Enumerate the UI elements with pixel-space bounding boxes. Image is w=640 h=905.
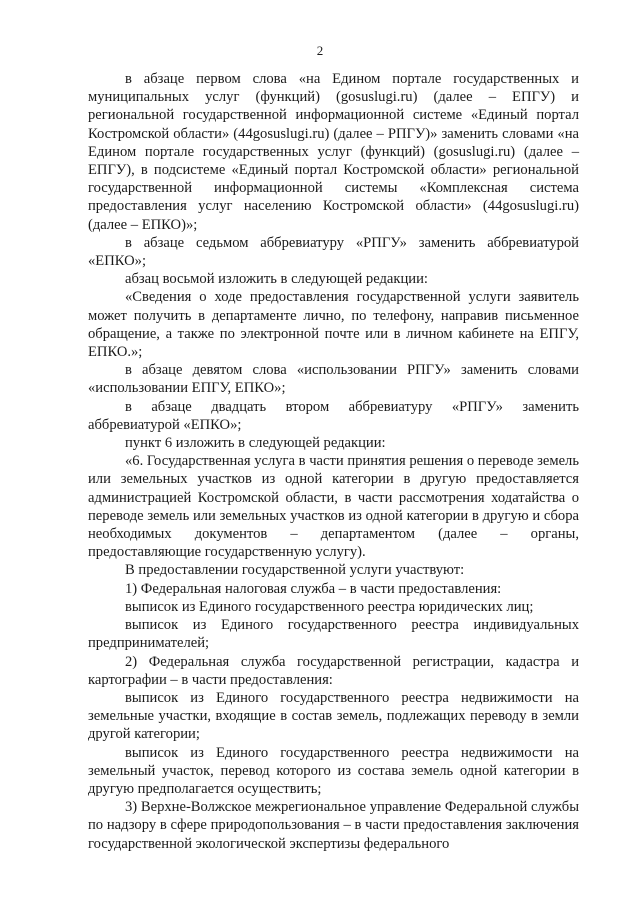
paragraph: выписок из Единого государственного реестра индивидуальных предпринимателей;	[88, 617, 579, 652]
paragraph: «Сведения о ходе предоставления государственной услуги заявитель может получить в департаменте лично, по телефону, направив письменное обращение, а также по электронной почте или в личном кабинете на ЕПГУ, ЕПКО.»;	[88, 289, 579, 361]
paragraph: 2) Федеральная служба государственной регистрации, кадастра и картографии – в части предоставления:	[88, 653, 579, 688]
paragraph: в абзаце девятом слова «использовании РПГУ» заменить словами «использовании ЕПГУ, ЕПКО»;	[88, 362, 579, 397]
paragraph: выписок из Единого государственного реестра юридических лиц;	[125, 598, 534, 615]
paragraph: В предоставлении государственной услуги участвуют:	[125, 562, 465, 579]
paragraph: в абзаце седьмом аббревиатуру «РПГУ» заменить аббревиатурой «ЕПКО»;	[88, 234, 579, 270]
paragraph: 3) Верхне-Волжское межрегиональное управление Федеральной службы по надзору в сфере природопользования – в части предоставления заключения государственной экологической экспертизы федерального	[88, 799, 579, 852]
paragraph: в абзаце первом слова «на Едином портале государственных и муниципальных услуг (функций) (gosuslugi.ru) (далее – ЕПГУ) и региональной государственной информационной системе «Единый портал Костромской области» (44gosuslugi.ru) (далее – РПГУ)» заменить словами «на Едином портале государственных услуг (функций) (gosuslugi.ru) (далее – ЕПГУ), в подсистеме «Единый портал Костромской области» региональной государственной информационной системы «Комплексная система предоставления услуг населению Костромской области» (44gosuslugi.ru) (далее – ЕПКО)»;	[88, 71, 579, 233]
paragraph: абзац восьмой изложить в следующей редакции:	[125, 271, 428, 288]
paragraph: 1) Федеральная налоговая служба – в части предоставления:	[125, 580, 502, 597]
paragraph: пункт 6 изложить в следующей редакции:	[125, 435, 386, 452]
page-number: 2	[316, 43, 324, 58]
paragraph: в абзаце двадцать втором аббревиатуру «РПГУ» заменить аббревиатурой «ЕПКО»;	[88, 398, 579, 433]
paragraph: «6. Государственная услуга в части принятия решения о переводе земель или земельных участков из одной категории в другую предоставляется администрацией Костромской области, в части рассмотрения ходатайства о переводе земель или земельных участков из одной категории в другую и сбора необходимых документов – департаментом (далее – органы, предоставляющие государственную услугу).	[88, 453, 579, 561]
document-body	[88, 70, 579, 853]
paragraph: выписок из Единого государственного реестра недвижимости на земельный участок, перевод которого из состава земель одной категории в другую предполагается осуществить;	[88, 744, 579, 797]
paragraph: выписок из Единого государственного реестра недвижимости на земельные участки, входящие в состав земель, подлежащих переводу в земли другой категории;	[88, 689, 579, 743]
